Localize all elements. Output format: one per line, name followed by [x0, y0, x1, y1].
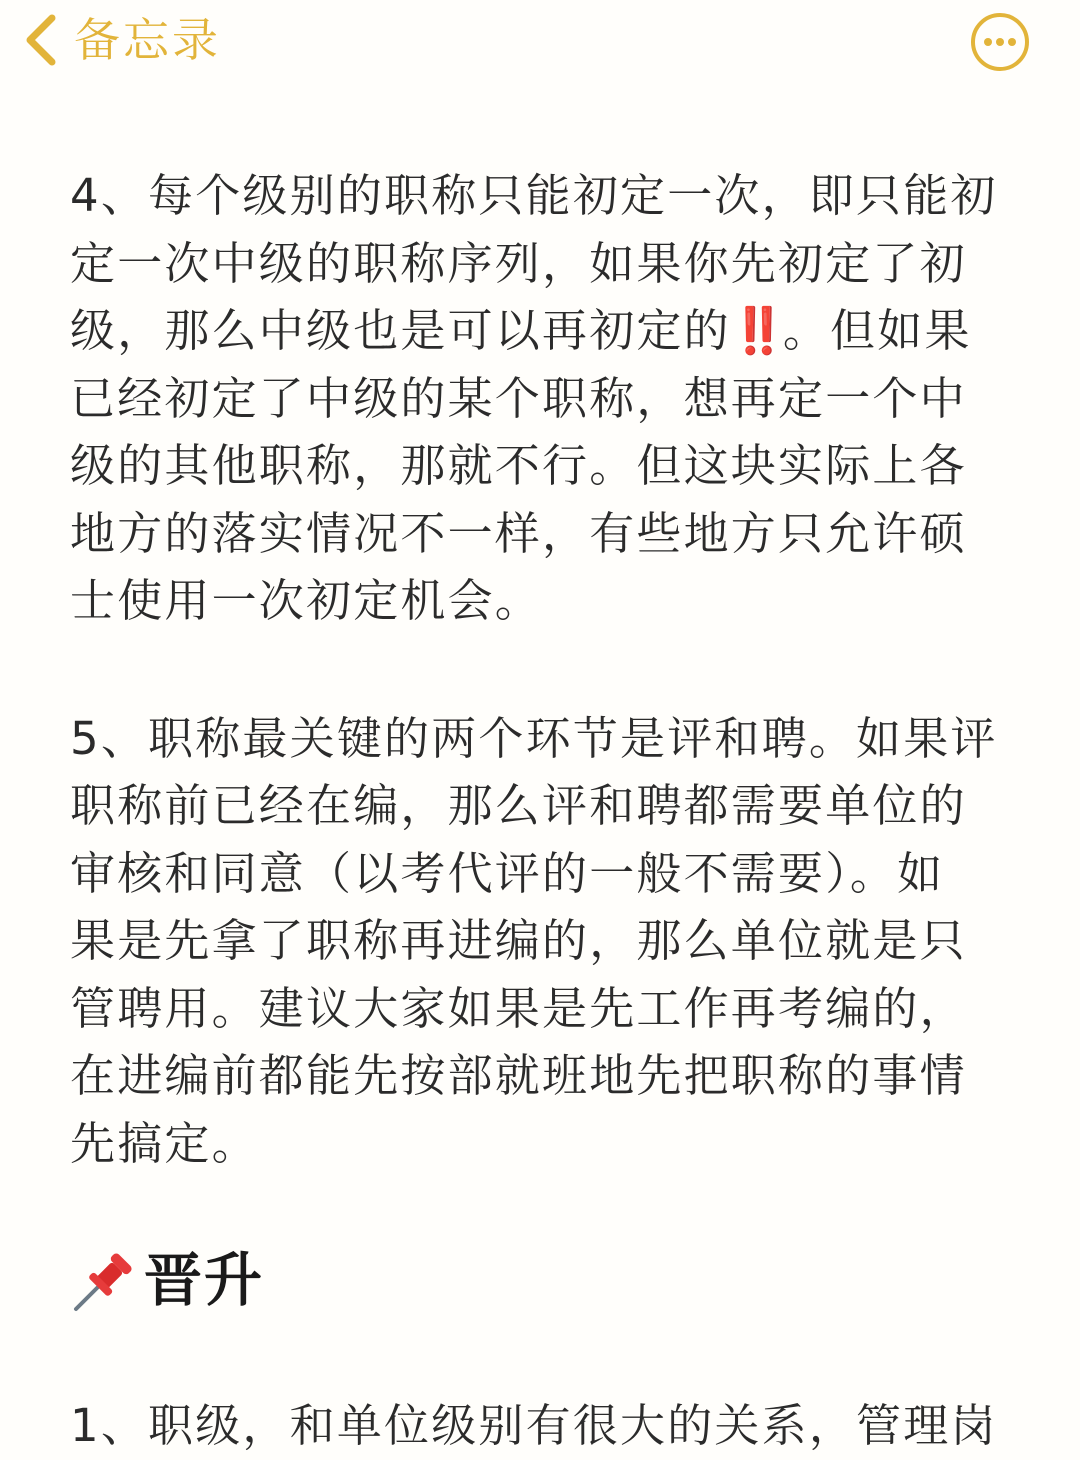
note-paragraph-5: 5、职称最关键的两个环节是评和聘。如果评 职称前已经在编，那么评和聘都需要单位的 审核和同意（以考代评的一般不需要）。如 果是先拿了职称再进编的，那么单位就是只 管聘用。建议大家如果是先工作再考编的， 在进编前都能先按部就班地先把职称的事情 先搞定。: [70, 711, 998, 1170]
more-button[interactable]: [970, 12, 1030, 72]
nav-bar: [0, 0, 1080, 96]
paragraph-4-text-a: 4、每个级别的职称只能初定一次，即只能初 定一次中级的职称序列，如果你先初定了初 级，那么中级也是可以再初定的: [70, 169, 998, 357]
section-heading: [70, 1240, 264, 1320]
chevron-left-icon: [18, 10, 62, 70]
paragraph-4-text-b: 。但如果 已经初定了中级的某个职称，想再定一个中 级的其他职称，那就不行。但这块实际上各 地方的落实情况不一样，有些地方只允许硕 士使用一次初定机会。: [70, 304, 972, 627]
paragraph-spacer: [70, 635, 1020, 705]
section-heading-text: 晋升: [144, 1246, 265, 1314]
pushpin-icon: [70, 1245, 140, 1315]
back-button[interactable]: [18, 8, 221, 72]
ellipsis-circle-icon: [970, 12, 1030, 72]
note-paragraph-next: 1、职级，和单位级别有很大的关系，管理岗: [70, 1399, 998, 1452]
note-body[interactable]: [70, 162, 1020, 1177]
double-exclamation-icon: ‼️: [730, 304, 783, 357]
note-paragraph-4: [70, 162, 1020, 635]
back-label: 备忘录: [74, 13, 221, 67]
